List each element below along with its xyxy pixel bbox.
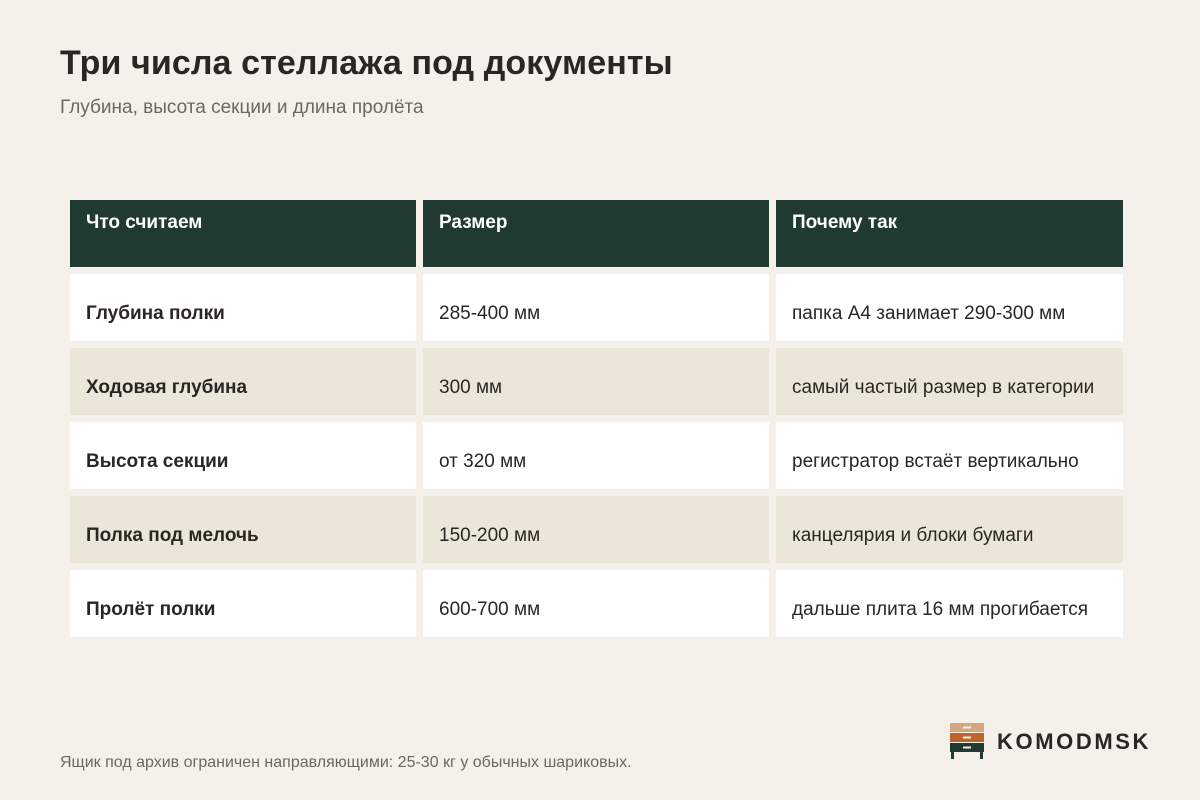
row-label: Ходовая глубина	[70, 348, 416, 415]
row-reason: канцелярия и блоки бумаги	[776, 496, 1123, 563]
row-size: 150-200 мм	[423, 496, 769, 563]
row-reason: регистратор встаёт вертикально	[776, 422, 1123, 489]
dresser-icon	[949, 722, 985, 762]
row-label: Высота секции	[70, 422, 416, 489]
row-size: 600-700 мм	[423, 570, 769, 637]
brand-logo	[949, 722, 1151, 762]
footnote: Ящик под архив ограничен направляющими: 25-30 кг у обычных шариковых.	[60, 754, 632, 771]
brand-name: KOMODMSK	[997, 729, 1152, 754]
row-size: 300 мм	[423, 348, 769, 415]
row-label: Полка под мелочь	[70, 496, 416, 563]
column-header-why: Почему так	[776, 200, 1123, 267]
row-size: 285-400 мм	[423, 274, 769, 341]
row-label: Глубина полки	[70, 274, 416, 341]
dimensions-table	[70, 200, 1123, 637]
row-label: Пролёт полки	[70, 570, 416, 637]
column-header-what: Что считаем	[70, 200, 416, 267]
page-subtitle: Глубина, высота секции и длина пролёта	[60, 97, 424, 118]
column-header-size: Размер	[423, 200, 769, 267]
row-reason: папка А4 занимает 290-300 мм	[776, 274, 1123, 341]
page-title: Три числа стеллажа под документы	[60, 44, 673, 82]
row-reason: дальше плита 16 мм прогибается	[776, 570, 1123, 637]
row-reason: самый частый размер в категории	[776, 348, 1123, 415]
row-size: от 320 мм	[423, 422, 769, 489]
